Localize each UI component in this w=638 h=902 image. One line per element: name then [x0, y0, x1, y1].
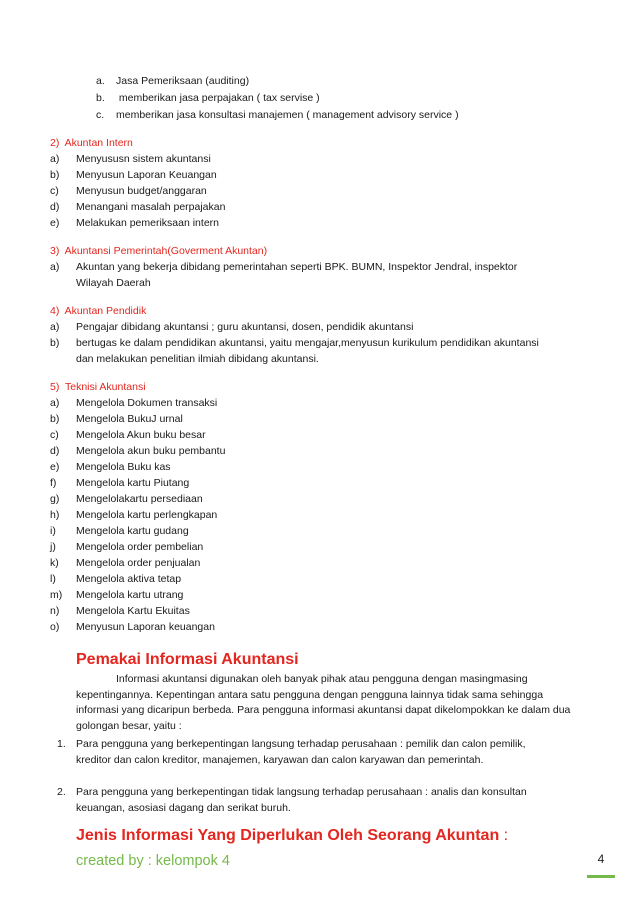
paragraph: Informasi akuntansi digunakan oleh banyak pihak atau pengguna dengan masingmasing kepentingannya. Kepentingan antara satu pengguna dengan pengguna lainnya tidak sama sehingga informasi yang dicaripun berbeda. Para pengguna informasi akuntansi dapat dikelompokkan ke dalam dua golongan besar, yaitu : [76, 673, 571, 732]
section-heading: 5) Teknisi Akuntansi [50, 381, 146, 393]
list-item-continuation: dan melakukan penelitian ilmiah dibidang akuntansi. [76, 353, 319, 365]
section-title: Pemakai Informasi Akuntansi [76, 651, 299, 668]
page-number: 4 [597, 852, 605, 866]
numbered-item-continuation: keuangan, asosiasi dagang dan serikat buruh. [76, 802, 291, 814]
section-title-colon: : [499, 827, 509, 844]
section-title-text: Jenis Informasi Yang Diperlukan Oleh Seorang Akuntan [76, 827, 500, 844]
footer-credit: created by : kelompok 4 [76, 853, 230, 869]
section-title [76, 826, 508, 846]
section-heading: 4) Akuntan Pendidik [50, 305, 147, 317]
numbered-item-continuation: kreditor dan calon kreditor, manajemen, karyawan dan calon karyawan dan pemerintah. [76, 754, 484, 766]
list-item-continuation: Wilayah Daerah [76, 277, 151, 289]
section-heading: 3) Akuntansi Pemerintah(Goverment Akuntan) [50, 245, 268, 257]
page-number-underline [587, 875, 615, 878]
document-page: a. Jasa Pemeriksaan (auditing) b. memberikan jasa perpajakan ( tax servise ) c. memberikan jasa konsultasi manajemen ( management advisory service ) 2) Akuntan Intern a) Menyususn sistem akuntansi b) Menyusun Laporan Keuangan c) Menyusun budget/anggaran d) Menangani masalah perpajakan e) Melakukan pemeriksaan intern 3) Akuntansi Pemerintah(Goverment Akuntan) a) Akuntan yang bekerja dibidang pemerintahan seperti BPK. BUMN, Inspektor Jendral, inspektor Wilayah Daerah 4) Akuntan Pendidik a) Pengajar dibidang akuntansi ; guru akuntansi, dosen, pendidik akuntansi b) bertugas ke dalam pendidikan akuntansi, yaitu mengajar,menyusun kurikulum pendidikan akuntansi dan melakukan penelitian ilmiah dibidang akuntansi. 5) Teknisi Akuntansi a) Mengelola Dokumen transaksi b) Mengelola BukuJ urnal c) Mengelola Akun buku besar d) Mengelola akun buku pembantu e) Mengelola Buku kas f) Mengelola kartu Piutang g) Mengelolakartu persediaan h) Mengelola kartu perlengkapan i) Mengelola kartu gudang j) Mengelola order pembelian k) Mengelola order penjualan l) Mengelola aktiva tetap m) Mengelola kartu utrang n) Mengelola Kartu Ekuitas o) Menyusun Laporan keuangan Pemakai Informasi Akuntansi Informasi akuntansi digunakan oleh banyak pihak atau pengguna dengan masingmasing kepentingannya. Kepentingan antara satu pengguna dengan pengguna lainnya tidak sama sehingga informasi yang dicaripun berbeda. Para pengguna informasi akuntansi dapat dikelompokkan ke dalam dua golongan besar, yaitu : 1. Para pengguna yang berkepentingan langsung terhadap perusahaan : pemilik dan calon pemilik, kreditor dan calon kreditor, manajemen, karyawan dan calon karyawan dan pemerintah. 2. Para pengguna yang berkepentingan tidak langsung terhadap perusahaan : analis dan konsultan keuangan, asosiasi dagang dan serikat buruh. Jenis Informasi Yang Diperlukan Oleh Seorang Akuntan : created by : kelompok 4 4 [0, 0, 638, 902]
section-heading: 2) Akuntan Intern [50, 137, 133, 149]
